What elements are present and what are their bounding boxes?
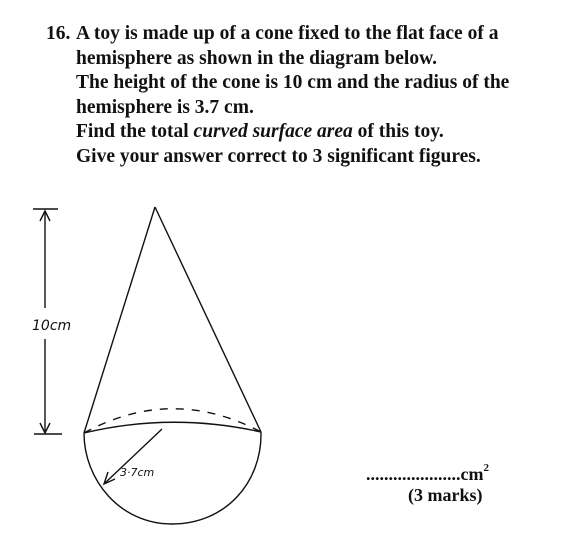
answer-unit-power: 2 [483, 462, 489, 474]
question-text-5b: of this toy. [352, 121, 444, 142]
question-line-6: Give your answer correct to 3 significant figures. [76, 145, 481, 167]
answer-unit: cm [460, 464, 484, 484]
radius-label: 3·7cm [120, 466, 155, 479]
cone-right-edge [155, 207, 261, 432]
hemisphere [84, 422, 261, 524]
cone-base-back-edge [84, 409, 261, 433]
cone-left-edge [84, 207, 155, 433]
question-text-5a: Find the total [76, 121, 194, 142]
answer-line [366, 462, 489, 485]
question-line-3: The height of the cone is 10 cm and the radius of the [76, 72, 510, 93]
cone [84, 207, 261, 433]
marks-label: (3 marks) [408, 485, 483, 505]
height-label: 10cm [32, 318, 72, 334]
question-line-2: hemisphere as shown in the diagram below. [76, 47, 437, 69]
question-text-1: A toy is made up of a cone fixed to the flat face of a [76, 23, 499, 44]
hemisphere-rim-front [84, 422, 261, 433]
curved-surface-area-term: curved surface area [193, 121, 353, 142]
question-number: 16. [46, 23, 71, 44]
answer-dots: ..................... [366, 464, 461, 484]
question-line-4: hemisphere is 3.7 cm. [76, 96, 254, 118]
